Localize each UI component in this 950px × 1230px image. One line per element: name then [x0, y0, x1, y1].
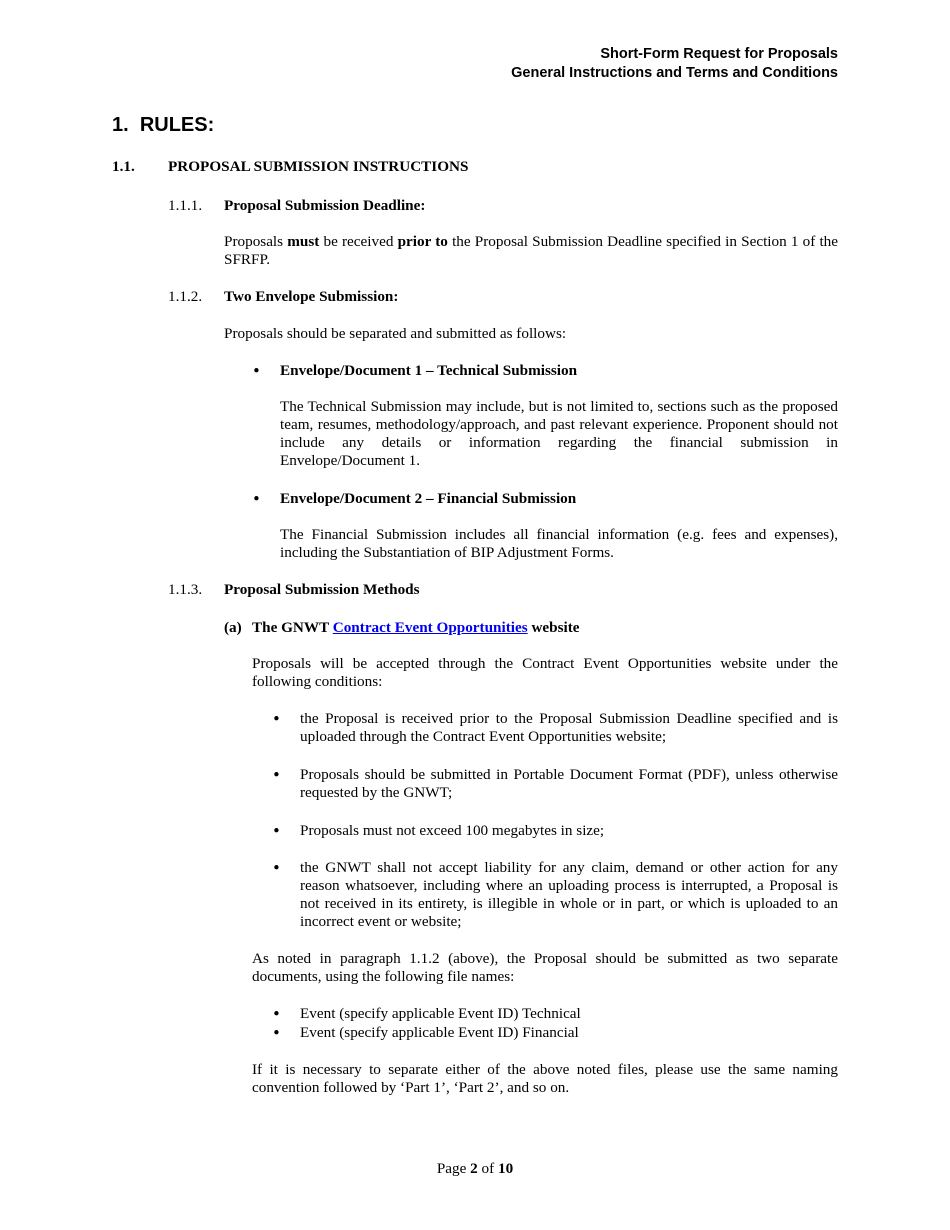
clause-1-1-1-title: Proposal Submission Deadline: [224, 197, 426, 214]
section-heading [112, 114, 214, 137]
deadline-paragraph: Proposals must be received prior to the Proposal Submission Deadline specified in Section 1 of the SFRFP. [224, 233, 839, 268]
contract-event-opportunities-link[interactable]: Contract Event Opportunities [332, 619, 528, 636]
method-a-intro: Proposals will be accepted through the Contract Event Opportunities website under the following conditions: [252, 655, 838, 690]
clause-1-1-3-title: Proposal Submission Methods [224, 581, 420, 598]
section-number: 1. [112, 114, 129, 136]
bullet-icon: • [272, 766, 281, 784]
bullet-icon: • [272, 1005, 281, 1023]
condition-item: the GNWT shall not accept liability for any claim, demand or other action for any reason whatsoever, including where an uploading process is interrupted, a Proposal is not received in its entirety, is illegible in whole or in part, or which is uploaded to an incorrect event or website; [300, 859, 838, 930]
envelope-2-text: The Financial Submission includes all financial information (e.g. fees and expenses), including the Substantiation of BIP Adjustment Forms. [280, 526, 838, 561]
header-line-2: General Instructions and Terms and Conditions [511, 65, 838, 81]
file-naming-paragraph: As noted in paragraph 1.1.2 (above), the Proposal should be submitted as two separate documents, using the following file names: [252, 950, 838, 985]
bullet-icon: • [272, 710, 281, 728]
clause-1-1-3-number: 1.1.3. [168, 581, 203, 598]
bullet-icon: • [272, 822, 281, 840]
envelope-1-title: Envelope/Document 1 – Technical Submission [280, 362, 578, 379]
bullet-icon: • [252, 362, 261, 380]
two-envelope-intro: Proposals should be separated and submitted as follows: [224, 325, 567, 342]
envelope-2-title: Envelope/Document 2 – Financial Submission [280, 490, 577, 507]
document-header [511, 45, 838, 83]
header-line-1: Short-Form Request for Proposals [600, 46, 838, 62]
page-number: Page 2 of 10 [436, 1160, 514, 1177]
method-a-heading: The GNWT Contract Event Opportunities website [252, 619, 580, 636]
condition-item: the Proposal is received prior to the Proposal Submission Deadline specified and is uploaded through the Contract Event Opportunities website; [300, 710, 838, 745]
condition-item: Proposals must not exceed 100 megabytes in size; [300, 822, 605, 839]
closing-paragraph: If it is necessary to separate either of the above noted files, please use the same naming convention followed by ‘Part 1’, ‘Part 2’, and so on. [252, 1061, 838, 1096]
bullet-icon: • [272, 1024, 281, 1042]
subsection-title: PROPOSAL SUBMISSION INSTRUCTIONS [168, 158, 469, 175]
bullet-icon: • [252, 490, 261, 508]
method-a-label: (a) [224, 619, 242, 636]
bullet-icon: • [272, 859, 281, 877]
clause-1-1-1-number: 1.1.1. [168, 197, 203, 214]
file-name-item: Event (specify applicable Event ID) Technical [300, 1005, 581, 1022]
section-title: RULES: [139, 114, 215, 136]
clause-1-1-2-title: Two Envelope Submission: [224, 288, 399, 305]
clause-1-1-2-number: 1.1.2. [168, 288, 203, 305]
envelope-1-text: The Technical Submission may include, but is not limited to, sections such as the proposed team, resumes, methodology/approach, and past relevant experience. Proponent should not include any details or information regarding the financial submission in Envelope/Document 1. [280, 398, 838, 469]
subsection-number: 1.1. [112, 158, 135, 175]
file-name-item: Event (specify applicable Event ID) Financial [300, 1024, 579, 1041]
condition-item: Proposals should be submitted in Portable Document Format (PDF), unless otherwise requested by the GNWT; [300, 766, 838, 801]
